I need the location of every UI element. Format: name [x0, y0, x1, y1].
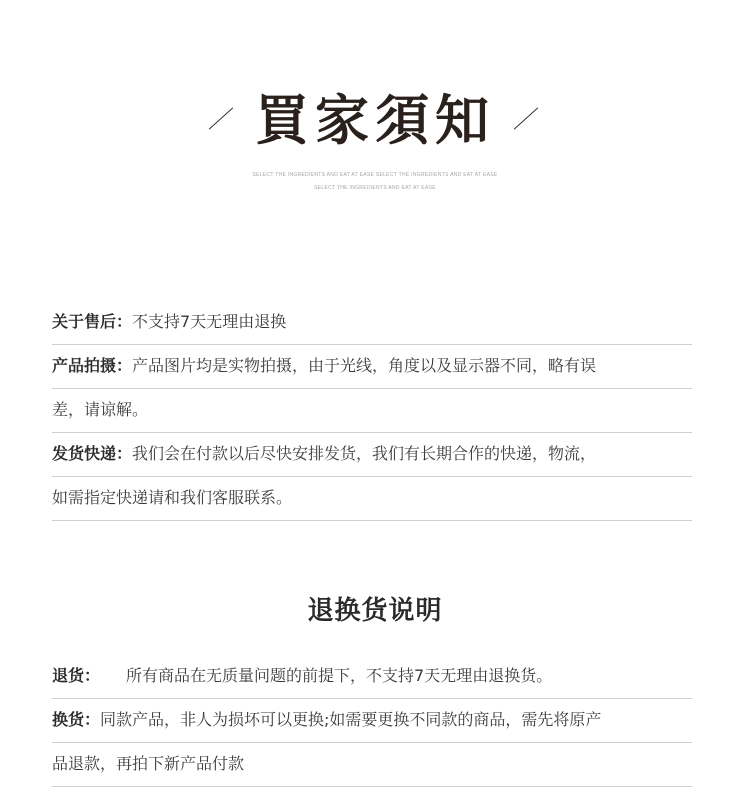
page-title: 買家須知 — [255, 88, 495, 152]
returns-text: 同款产品，非人为损坏可以更换;如需要更换不同款的商品，需先将原产 — [100, 710, 602, 729]
notice-text: 差，请谅解。 — [52, 400, 149, 419]
title-wrap — [0, 80, 750, 160]
returns-row-refund — [52, 654, 692, 699]
notice-row-shipping — [52, 432, 692, 477]
returns-section-title: 退换货说明 — [307, 596, 443, 626]
returns-label: 换货： — [52, 710, 101, 729]
returns-label: 退货： — [52, 666, 101, 685]
notice-text: 如需指定快递请和我们客服联系。 — [52, 488, 293, 507]
notice-label: 关于售后： — [52, 312, 133, 331]
notice-text: 不支持7天无理由退换 — [132, 312, 287, 331]
notice-text: 我们会在付款以后尽快安排发货，我们有长期合作的快递，物流， — [132, 444, 597, 463]
subtitle-line-1: SELECT THE INGREDIENTS AND EAT AT EASE SELECT THE INGREDIENTS AND EAT AT EASE — [252, 172, 498, 178]
notice-row-after-sales — [52, 300, 692, 345]
notice-label: 发货快递： — [52, 444, 133, 463]
returns-row-exchange — [52, 698, 692, 743]
notice-row-shipping-continued — [52, 476, 692, 521]
returns-text: 所有商品在无质量问题的前提下，不支持7天无理由退换货。 — [126, 666, 553, 685]
subtitle-line-2: SELECT THE INGREDIENTS AND EAT AT EASE — [314, 185, 436, 191]
notice-label: 产品拍摄： — [52, 356, 133, 375]
notice-row-photo — [52, 344, 692, 389]
notice-row-photo-continued — [52, 388, 692, 433]
returns-text: 品退款，再拍下新产品付款 — [52, 754, 245, 773]
returns-row-exchange-continued — [52, 742, 692, 787]
notice-text: 产品图片均是实物拍摄，由于光线，角度以及显示器不同，略有误 — [132, 356, 597, 375]
